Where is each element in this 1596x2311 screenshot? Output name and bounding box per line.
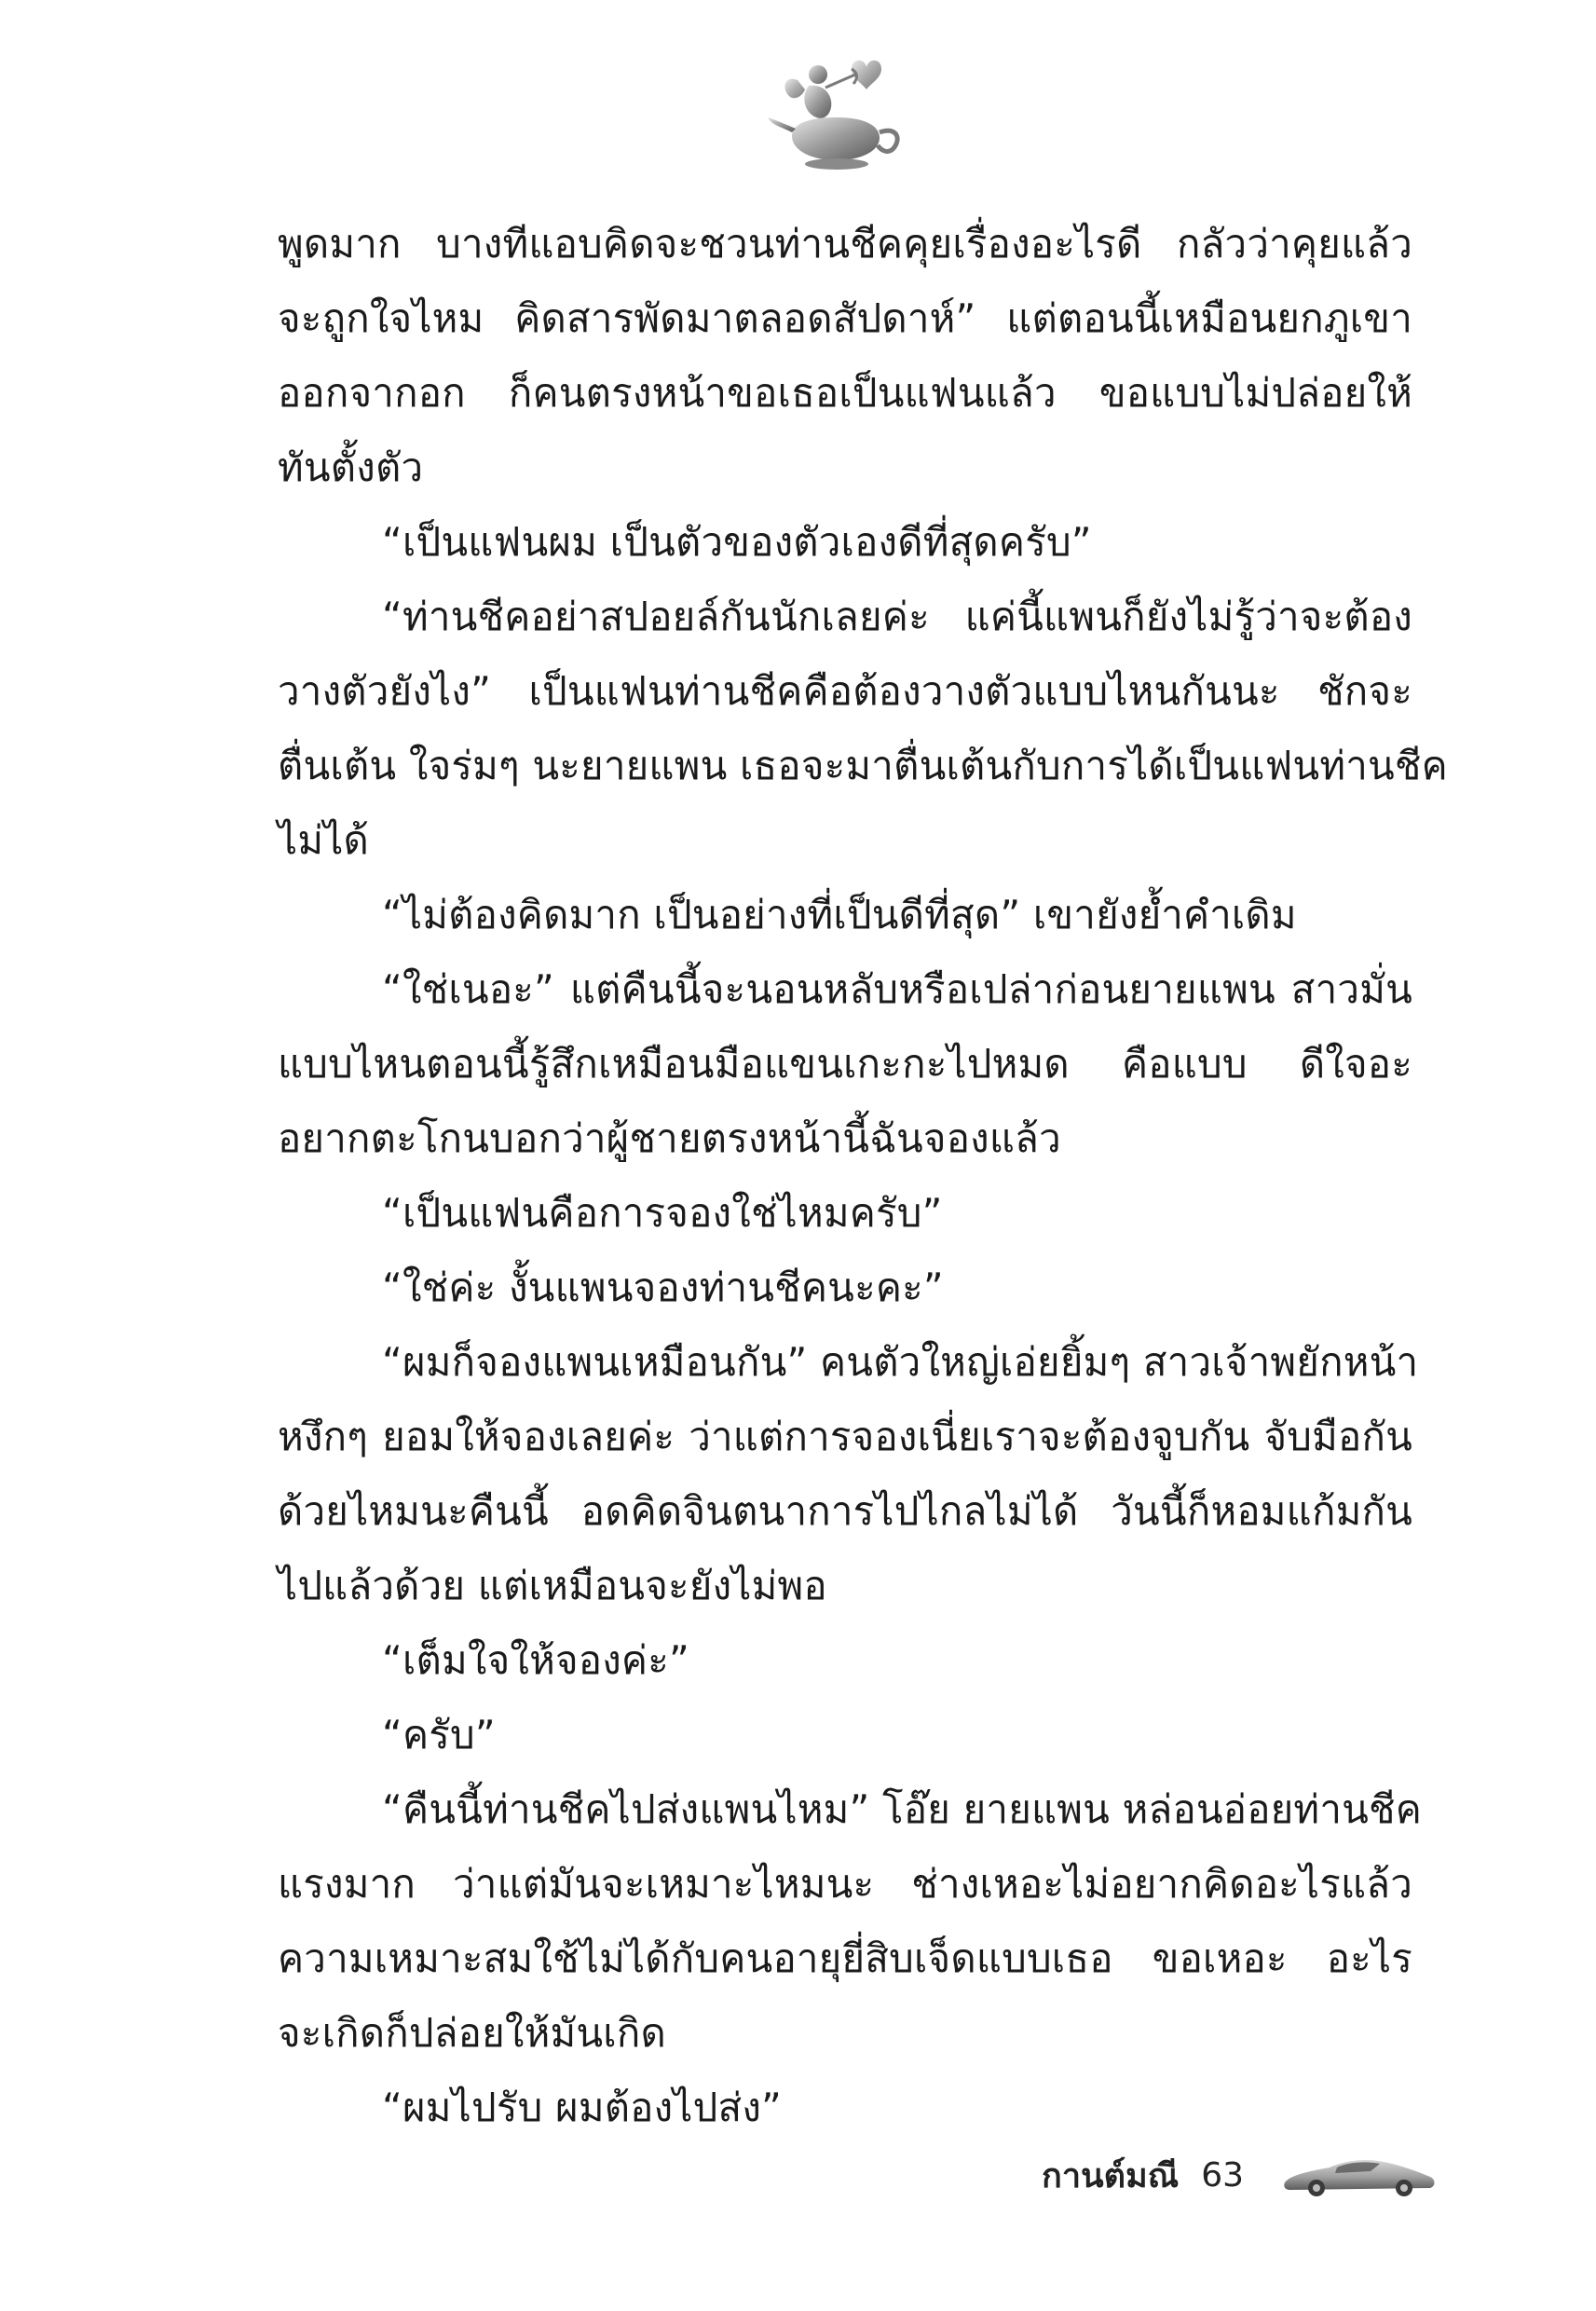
paragraph [278,1772,1423,2071]
text-line: ด้วยไหมนะคืนนี้ อดคิดจินตนาการไปไกลไม่ได้ วันนี้ก็หอมแก้มกัน [278,1488,1412,1534]
text-line: “ใช่เนอะ” แต่คืนนี้จะนอนหลับหรือเปล่าก่อนยายแพน สาวมั่น [382,966,1412,1012]
text-line: ออกจากอก ก็คนตรงหน้าขอเธอเป็นแฟนแล้ว ขอแบบไม่ปล่อยให้ [278,370,1412,416]
paragraph [278,505,1412,580]
text-line: “คืนนี้ท่านชีคไปส่งแพนไหม” โอ๊ย ยายแพน หล่อนอ่อยท่านชีค [382,1786,1423,1832]
text-line: ตื่นเต้น ใจร่มๆ นะยายแพน เธอจะมาตื่นเต้นกับการได้เป็นแฟนท่านชีค [278,743,1448,788]
paragraph [278,2071,1412,2145]
page-footer [1042,2147,1438,2203]
page-number: 63 [1201,2155,1244,2195]
paragraph [278,1698,1412,1772]
text-line: “ครับ” [382,1712,496,1757]
text-line: “เป็นแฟนผม เป็นตัวของตัวเองดีที่สุดครับ” [382,519,1092,565]
paragraph [278,1251,1412,1325]
text-line: หงึกๆ ยอมให้จองเลยค่ะ ว่าแต่การจองเนี่ยเราจะต้องจูบกัน จับมือกัน [278,1414,1412,1459]
text-line: แรงมาก ว่าแต่มันจะเหมาะไหมนะ ช่างเหอะไม่อยากคิดอะไรแล้ว [278,1861,1412,1907]
body-text [278,207,1448,2145]
text-line: “ผมไปรับ ผมต้องไปส่ง” [382,2085,782,2130]
text-line: ไม่ได้ [278,817,370,863]
paragraph [278,1623,1412,1698]
text-line: ทันตั้งตัว [278,444,424,490]
text-line: “ไม่ต้องคิดมาก เป็นอย่างที่เป็นดีที่สุด” เขายังย้ำคำเดิม [382,892,1297,937]
text-line: “เต็มใจให้จองค่ะ” [382,1637,689,1683]
text-line: จะถูกใจไหม คิดสารพัดมาตลอดสัปดาห์” แต่ตอนนี้เหมือนยกภูเขา [278,295,1412,341]
text-line: จะเกิดก็ปล่อยให้มันเกิด [278,2010,666,2056]
paragraph [278,580,1448,878]
paragraph [278,952,1412,1176]
text-line: “ผมก็จองแพนเหมือนกัน” คนตัวใหญ่เอ่ยยิ้มๆ สาวเจ้าพยักหน้า [382,1339,1419,1385]
text-line: อยากตะโกนบอกว่าผู้ชายตรงหน้านี้ฉันจองแล้ว [278,1115,1061,1161]
paragraph [278,207,1412,505]
paragraph [278,1325,1419,1623]
paragraph [278,1176,1412,1251]
paragraph [278,878,1412,952]
text-line: “ท่านชีคอย่าสปอยล์กันนักเลยค่ะ แค่นี้แพนก็ยังไม่รู้ว่าจะต้อง [382,594,1412,639]
text-line: วางตัวยังไง” เป็นแฟนท่านชีคคือต้องวางตัวแบบไหนกันนะ ชักจะ [278,668,1412,714]
text-line: ไปแล้วด้วย แต่เหมือนจะยังไม่พอ [278,1563,827,1608]
sports-car-icon [1281,2151,1438,2199]
text-line: ความเหมาะสมใช้ไม่ได้กับคนอายุยี่สิบเจ็ดแบบเธอ ขอเหอะ อะไร [278,1935,1412,1981]
text-line: แบบไหนตอนนี้รู้สึกเหมือนมือแขนเกะกะไปหมด คือแบบ ดีใจอะ [278,1041,1412,1087]
book-title: กานต์มณี [1042,2156,1180,2195]
text-line: พูดมาก บางทีแอบคิดจะชวนท่านชีคคุยเรื่องอะไรดี กลัวว่าคุยแล้ว [278,221,1412,267]
text-line: “ใช่ค่ะ งั้นแพนจองท่านชีคนะคะ” [382,1265,944,1310]
cupid-teapot-ornament-icon [764,47,913,177]
text-line: “เป็นแฟนคือการจองใช่ไหมครับ” [382,1190,943,1236]
